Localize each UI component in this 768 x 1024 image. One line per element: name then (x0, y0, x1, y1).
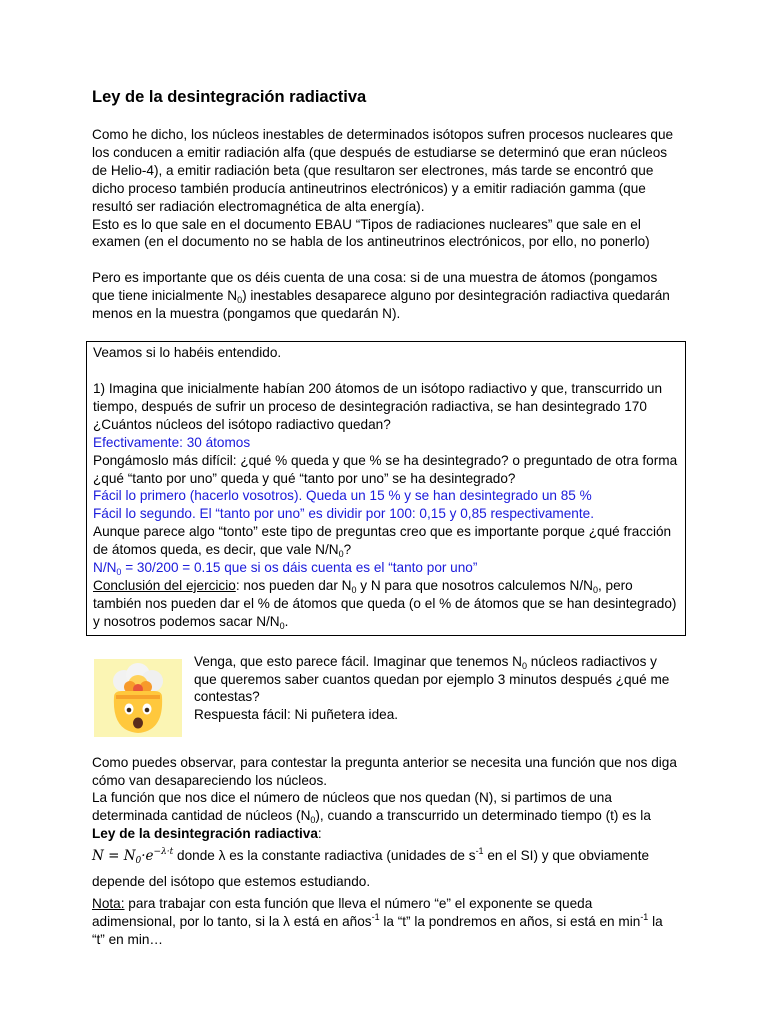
final-paragraph-1: Como puedes observar, para contestar la pregunta anterior se necesita una función que nos diga cómo van desapareciendo los núcleos. (92, 754, 677, 788)
question-1: 1) Imagina que inicialmente habían 200 átomos de un isótopo radiactivo y que, transcurrido un tiempo, después de sufrir un proceso de desintegración radiactiva, se han desintegrado 170 ¿Cuántos núcleos del isótopo radiactivo quedan? (93, 380, 663, 432)
formula-line: $N = N_0\cdot e^{-\lambda\cdot t}$ donde λ es la constante radiactiva (unidades de $s^{-1}$ en el SI) y que obviamente depende del isótopo que estemos estudiando. (92, 846, 650, 890)
exercise-box (86, 341, 686, 636)
question-2: Pongámoslo más difícil: ¿qué % queda y que % se ha desintegrado? o preguntado de otra forma ¿qué “tanto por uno” queda y qué “tanto por uno” se ha desintegrado? (93, 452, 678, 486)
answer-2: Fácil lo primero (hacerlo vosotros). Queda un 15 % y se han desintegrado un 85 % (93, 488, 592, 504)
challenge-text: Venga, que esto parece fácil. Imaginar que tenemos $N_0$ núcleos radiactivos y que queremos saber cuantos quedan por ejemplo 3 minutos después ¿qué me contestas? (194, 653, 670, 705)
box-intro: Veamos si lo habéis entendido. (93, 345, 282, 361)
document-page (92, 86, 678, 949)
emoji-text (194, 653, 678, 737)
decay-formula: $N = N_0\cdot e^{-\lambda\cdot t}$ (92, 847, 174, 867)
intro-paragraph-1: Como he dicho, los núcleos inestables de determinados isótopos sufren procesos nucleares que los conducen a emitir radiación alfa (que después de estudiarse se determinó que eran núcleos de Helio-4), a emitir radiación beta (que resultaron ser electrones, más tarde se encontró que dicho proceso también producía antineutrinos electrónicos) y a emitir radiación gamma (que resultó ser radiación electromagnética de alta energía). (92, 127, 674, 214)
note: Nota: para trabajar con esta función que lleva el número “e” el exponente se queda adimensional, por lo tanto, si la λ está en años$^{-1}$ la “t” la pondremos en años, si está en $\min^{-1}$ la “t” en min… (92, 896, 663, 947)
intro-paragraph-3: Pero es importante que os déis cuenta de una cosa: si de una muestra de átomos (pongamos que tiene inicialmente $N_0$) inestables desaparece alguno por desintegración radiactiva quedarán menos en la muestra (pongamos que quedarán N). (92, 270, 670, 322)
emoji-section (92, 653, 678, 737)
intro-paragraph-2: Esto es lo que sale en el documento EBAU “Tipos de radiaciones nucleares” que sale en el examen (en el documento no se habla de los antineutrinos electrónicos, por ello, no ponerlo) (92, 216, 650, 250)
exploding-head-icon (94, 659, 182, 737)
answer-3: Fácil lo segundo. El “tanto por uno” es dividir por 100: 0,15 y 0,85 respectivamente. (93, 506, 594, 522)
answer-4: $N/N_0 = 30/200 = 0.15$ que si os dáis cuenta es el “tanto por uno” (93, 560, 478, 578)
conclusion: Conclusión del ejercicio: nos pueden dar $N_0$ y N para que nosotros calculemos $N/N_0$, pero también nos pueden dar el % de átomos que queda (o el % de átomos que se han desintegrado) y nosotros podemos sacar $N/N_0$. (93, 577, 677, 631)
answer-1: Efectivamente: 30 átomos (93, 434, 251, 450)
easy-answer: Respuesta fácil: Ni puñetera idea. (194, 707, 399, 723)
question-3: Aunque parece algo “tonto” este tipo de preguntas creo que es importante porque ¿qué fracción de átomos queda, es decir, que vale $N/N_0$? (93, 524, 672, 560)
final-paragraph-2: La función que nos dice el número de núcleos que nos quedan (N), si partimos de una determinada cantidad de núcleos $(N_0)$, cuando a transcurrido un determinado tiempo (t) es la Ley de la desintegración radiactiva: (92, 790, 651, 842)
page-title: Ley de la desintegración radiactiva (92, 88, 367, 106)
